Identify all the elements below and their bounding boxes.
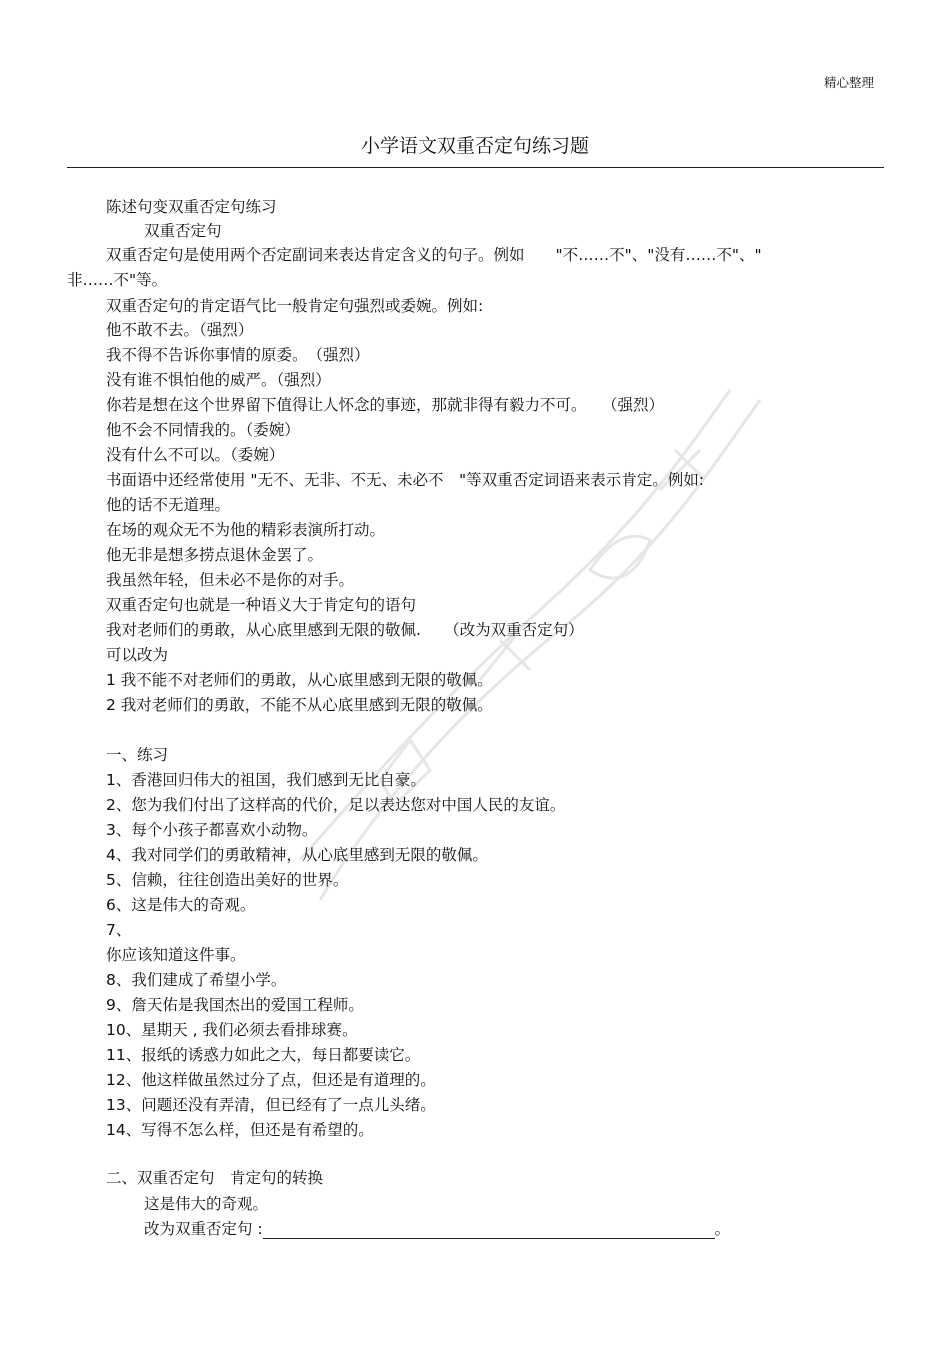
example-sentence: 没有谁不惧怕他的威严。（强烈） (106, 371, 331, 389)
exercise-item: 10、星期天 , 我们必须去看排球赛。 (106, 1021, 358, 1039)
exercise-item: 4、我对同学们的勇敢精神，从心底里感到无限的敬佩。 (106, 846, 488, 864)
exercise-item: 11、报纸的诱惑力如此之大，每日都要读它。 (106, 1046, 421, 1064)
answer-blank[interactable] (263, 1223, 715, 1239)
exercise-item: 6、这是伟大的奇观。 (106, 896, 256, 914)
example-sentence: 你若是想在这个世界留下值得让人怀念的事迹，那就非得有毅力不可。 （强烈） (106, 396, 665, 414)
exercise-item: 你应该知道这件事。 (106, 946, 246, 964)
exercise-item: 2、您为我们付出了这样高的代价，足以表达您对中国人民的友谊。 (106, 796, 566, 814)
exercise-item: 9、詹天佑是我国杰出的爱国工程师。 (106, 996, 364, 1014)
tone-line: 双重否定句的肯定语气比一般肯定句强烈或委婉。例如: (106, 297, 484, 315)
intro-heading: 陈述句变双重否定句练习 (106, 198, 277, 216)
exercise-item: 12、他这样做虽然过分了点，但还是有道理的。 (106, 1071, 436, 1089)
exercise-item: 14、写得不怎么样，但还是有希望的。 (106, 1121, 374, 1139)
section1-heading: 一、练习 (106, 746, 169, 764)
example-sentence: 我不得不告诉你事情的原委。 （强烈） (106, 346, 370, 364)
definition-line-2: 非……不"等。 (67, 271, 168, 289)
written-example: 他的话不无道理。 (106, 496, 231, 514)
answer-line: 1 我不能不对老师们的勇敢，从心底里感到无限的敬佩。 (106, 671, 493, 689)
header-note: 精心整理 (823, 75, 874, 90)
exercise-item: 7、 (106, 921, 132, 939)
note-line: 双重否定句也就是一种语义大于肯定句的语句 (106, 596, 417, 614)
example-sentence: 他不会不同情我的。（委婉） (106, 421, 300, 439)
answer-row (144, 1219, 730, 1239)
answer-prompt: 改为双重否定句 : (144, 1220, 263, 1238)
written-example: 在场的观众无不为他的精彩表演所打动。 (106, 521, 386, 539)
exercise-item: 5、信赖，往往创造出美好的世界。 (106, 871, 349, 889)
answer-line: 2 我对老师们的勇敢，不能不从心底里感到无限的敬佩。 (106, 696, 493, 714)
title-divider (67, 167, 884, 168)
sample-sentence: 我对老师们的勇敢，从心底里感到无限的敬佩. （改为双重否定句） (106, 621, 584, 639)
exercise-item: 1、香港回归伟大的祖国，我们感到无比自豪。 (106, 771, 426, 789)
example-sentence: 没有什么不可以。（委婉） (106, 446, 285, 464)
exercise-item: 3、每个小孩子都喜欢小动物。 (106, 821, 318, 839)
written-example: 我虽然年轻，但未必不是你的对手。 (106, 571, 355, 589)
can-change-label: 可以改为 (106, 646, 169, 664)
page-title: 小学语文双重否定句练习题 (360, 135, 589, 157)
intro-subheading: 双重否定句 (144, 222, 222, 240)
definition-line-1: 双重否定句是使用两个否定副词来表达肯定含义的句子。例如 "不……不"、"没有……不"、" (106, 246, 762, 264)
exercise-item: 8、我们建成了希望小学。 (106, 971, 287, 989)
exercise-item: 13、问题还没有弄清，但已经有了一点儿头绪。 (106, 1096, 436, 1114)
section2-sentence: 这是伟大的奇观。 (144, 1195, 269, 1213)
answer-end-mark: 。 (714, 1220, 731, 1238)
section2-heading: 二、双重否定句 肯定句的转换 (106, 1169, 324, 1187)
example-sentence: 他不敢不去。（强烈） (106, 321, 254, 339)
written-example: 他无非是想多捞点退休金罢了。 (106, 546, 324, 564)
written-words-line: 书面语中还经常使用 "无不、无非、不无、未必不 "等双重否定词语来表示肯定。例如: (106, 471, 704, 489)
